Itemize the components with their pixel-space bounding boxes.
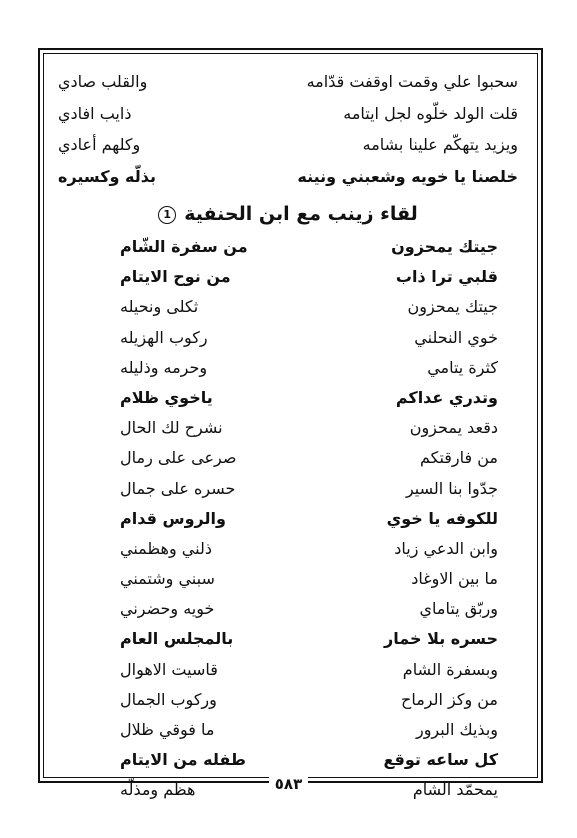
verse-second-hemistich: ثكلى ونحيله bbox=[120, 297, 199, 317]
verse-first-hemistich: جدّوا بنا السير bbox=[405, 478, 498, 498]
verse-line bbox=[120, 292, 498, 322]
verse-first-hemistich: سحبوا علي وقمت اوقفت قدّامه bbox=[306, 72, 518, 91]
verse-line bbox=[120, 745, 498, 775]
intro-verses bbox=[58, 66, 518, 192]
verse-second-hemistich: طفله من الايتام bbox=[120, 750, 246, 770]
verse-first-hemistich: قلت الولد خلّوه لجل ايتامه bbox=[343, 103, 518, 123]
verse-second-hemistich: ياخوي ظلام bbox=[120, 387, 213, 407]
verse-second-hemistich: نشرح لك الحال bbox=[120, 418, 223, 438]
verse-line bbox=[120, 262, 498, 292]
footnote-marker[interactable]: 1 bbox=[158, 206, 176, 224]
verse-line bbox=[120, 715, 498, 745]
verse-first-hemistich: يمحمّد الشام bbox=[412, 780, 498, 800]
verse-line bbox=[120, 353, 498, 383]
verse-first-hemistich: كل ساعه توقع bbox=[383, 750, 498, 770]
verse-line bbox=[120, 534, 498, 564]
verse-second-hemistich: وركوب الجمال bbox=[120, 689, 217, 709]
verse-line bbox=[120, 685, 498, 715]
verse-line bbox=[58, 98, 518, 130]
verse-first-hemistich: خلصنا يا خويه وشعبني ونينه bbox=[297, 166, 518, 186]
page-number-text: ٥٨٣ bbox=[269, 775, 308, 793]
verse-second-hemistich: بالمجلس العام bbox=[120, 629, 234, 649]
verse-line bbox=[58, 66, 518, 98]
verse-line bbox=[120, 323, 498, 353]
verse-line bbox=[58, 129, 518, 161]
verse-first-hemistich: وابن الدعي زياد bbox=[394, 538, 498, 558]
verse-first-hemistich: للكوفه يا خوي bbox=[386, 508, 498, 528]
verse-line bbox=[120, 413, 498, 443]
verse-line bbox=[120, 232, 498, 262]
verse-second-hemistich: بذلّه وكسيره bbox=[58, 166, 156, 186]
verse-first-hemistich: جيتك يمحزون bbox=[407, 297, 498, 317]
verse-first-hemistich: من فارقتكم bbox=[419, 448, 498, 468]
poem-verses bbox=[120, 232, 498, 806]
verse-line bbox=[120, 594, 498, 624]
verse-line bbox=[58, 161, 518, 193]
verse-line bbox=[120, 655, 498, 685]
verse-second-hemistich: حسره على جمال bbox=[120, 478, 236, 498]
verse-first-hemistich: وربّق يتاماي bbox=[419, 599, 498, 619]
verse-first-hemistich: وتدري عداكم bbox=[395, 387, 498, 407]
verse-second-hemistich: هظم ومذلّه bbox=[120, 780, 196, 800]
verse-second-hemistich: خويه وحضرني bbox=[120, 599, 215, 619]
verse-first-hemistich: خوي النحلني bbox=[414, 327, 498, 347]
verse-second-hemistich: قاسيت الاهوال bbox=[120, 659, 218, 679]
verse-second-hemistich: وكلهم أعادي bbox=[58, 135, 141, 154]
section-title-text: لقاء زينب مع ابن الحنفية bbox=[184, 203, 418, 225]
verse-line bbox=[120, 564, 498, 594]
verse-second-hemistich: من نوح الايتام bbox=[120, 267, 231, 287]
verse-first-hemistich: من وكز الرماح bbox=[400, 689, 498, 709]
section-title bbox=[58, 200, 518, 228]
verse-first-hemistich: دقعد يمحزون bbox=[409, 418, 498, 438]
verse-line bbox=[120, 474, 498, 504]
page-number bbox=[0, 776, 577, 792]
verse-second-hemistich: سبني وشتمني bbox=[120, 569, 215, 589]
verse-second-hemistich: والقلب صادي bbox=[58, 72, 148, 91]
verse-line bbox=[120, 443, 498, 473]
verse-line bbox=[120, 624, 498, 654]
verse-second-hemistich: صرعى على رمال bbox=[120, 448, 237, 468]
verse-second-hemistich: ذلني وهظمني bbox=[120, 538, 212, 558]
verse-second-hemistich: ما فوقي ظلال bbox=[120, 720, 215, 739]
verse-second-hemistich: والروس قدام bbox=[120, 508, 226, 528]
verse-first-hemistich: وبسفرة الشام bbox=[402, 659, 498, 679]
verse-second-hemistich: ركوب الهزيله bbox=[120, 327, 208, 347]
verse-second-hemistich: وحرمه وذليله bbox=[120, 357, 208, 377]
verse-first-hemistich: ما بين الاوغاد bbox=[411, 569, 498, 589]
verse-first-hemistich: كثرة يتامي bbox=[427, 357, 498, 377]
verse-first-hemistich: وبذيك البرور bbox=[415, 720, 498, 739]
verse-first-hemistich: جيتك يمحزون bbox=[391, 237, 498, 256]
verse-line bbox=[120, 504, 498, 534]
verse-first-hemistich: ويزيد يتهكّم علينا بشامه bbox=[362, 135, 518, 154]
verse-second-hemistich: ذايب افادي bbox=[58, 103, 132, 123]
verse-first-hemistich: قلبي ترا ذاب bbox=[395, 267, 498, 287]
verse-second-hemistich: من سفرة الشّام bbox=[120, 237, 248, 256]
verse-line bbox=[120, 383, 498, 413]
verse-first-hemistich: حسره بلا خمار bbox=[384, 629, 498, 649]
